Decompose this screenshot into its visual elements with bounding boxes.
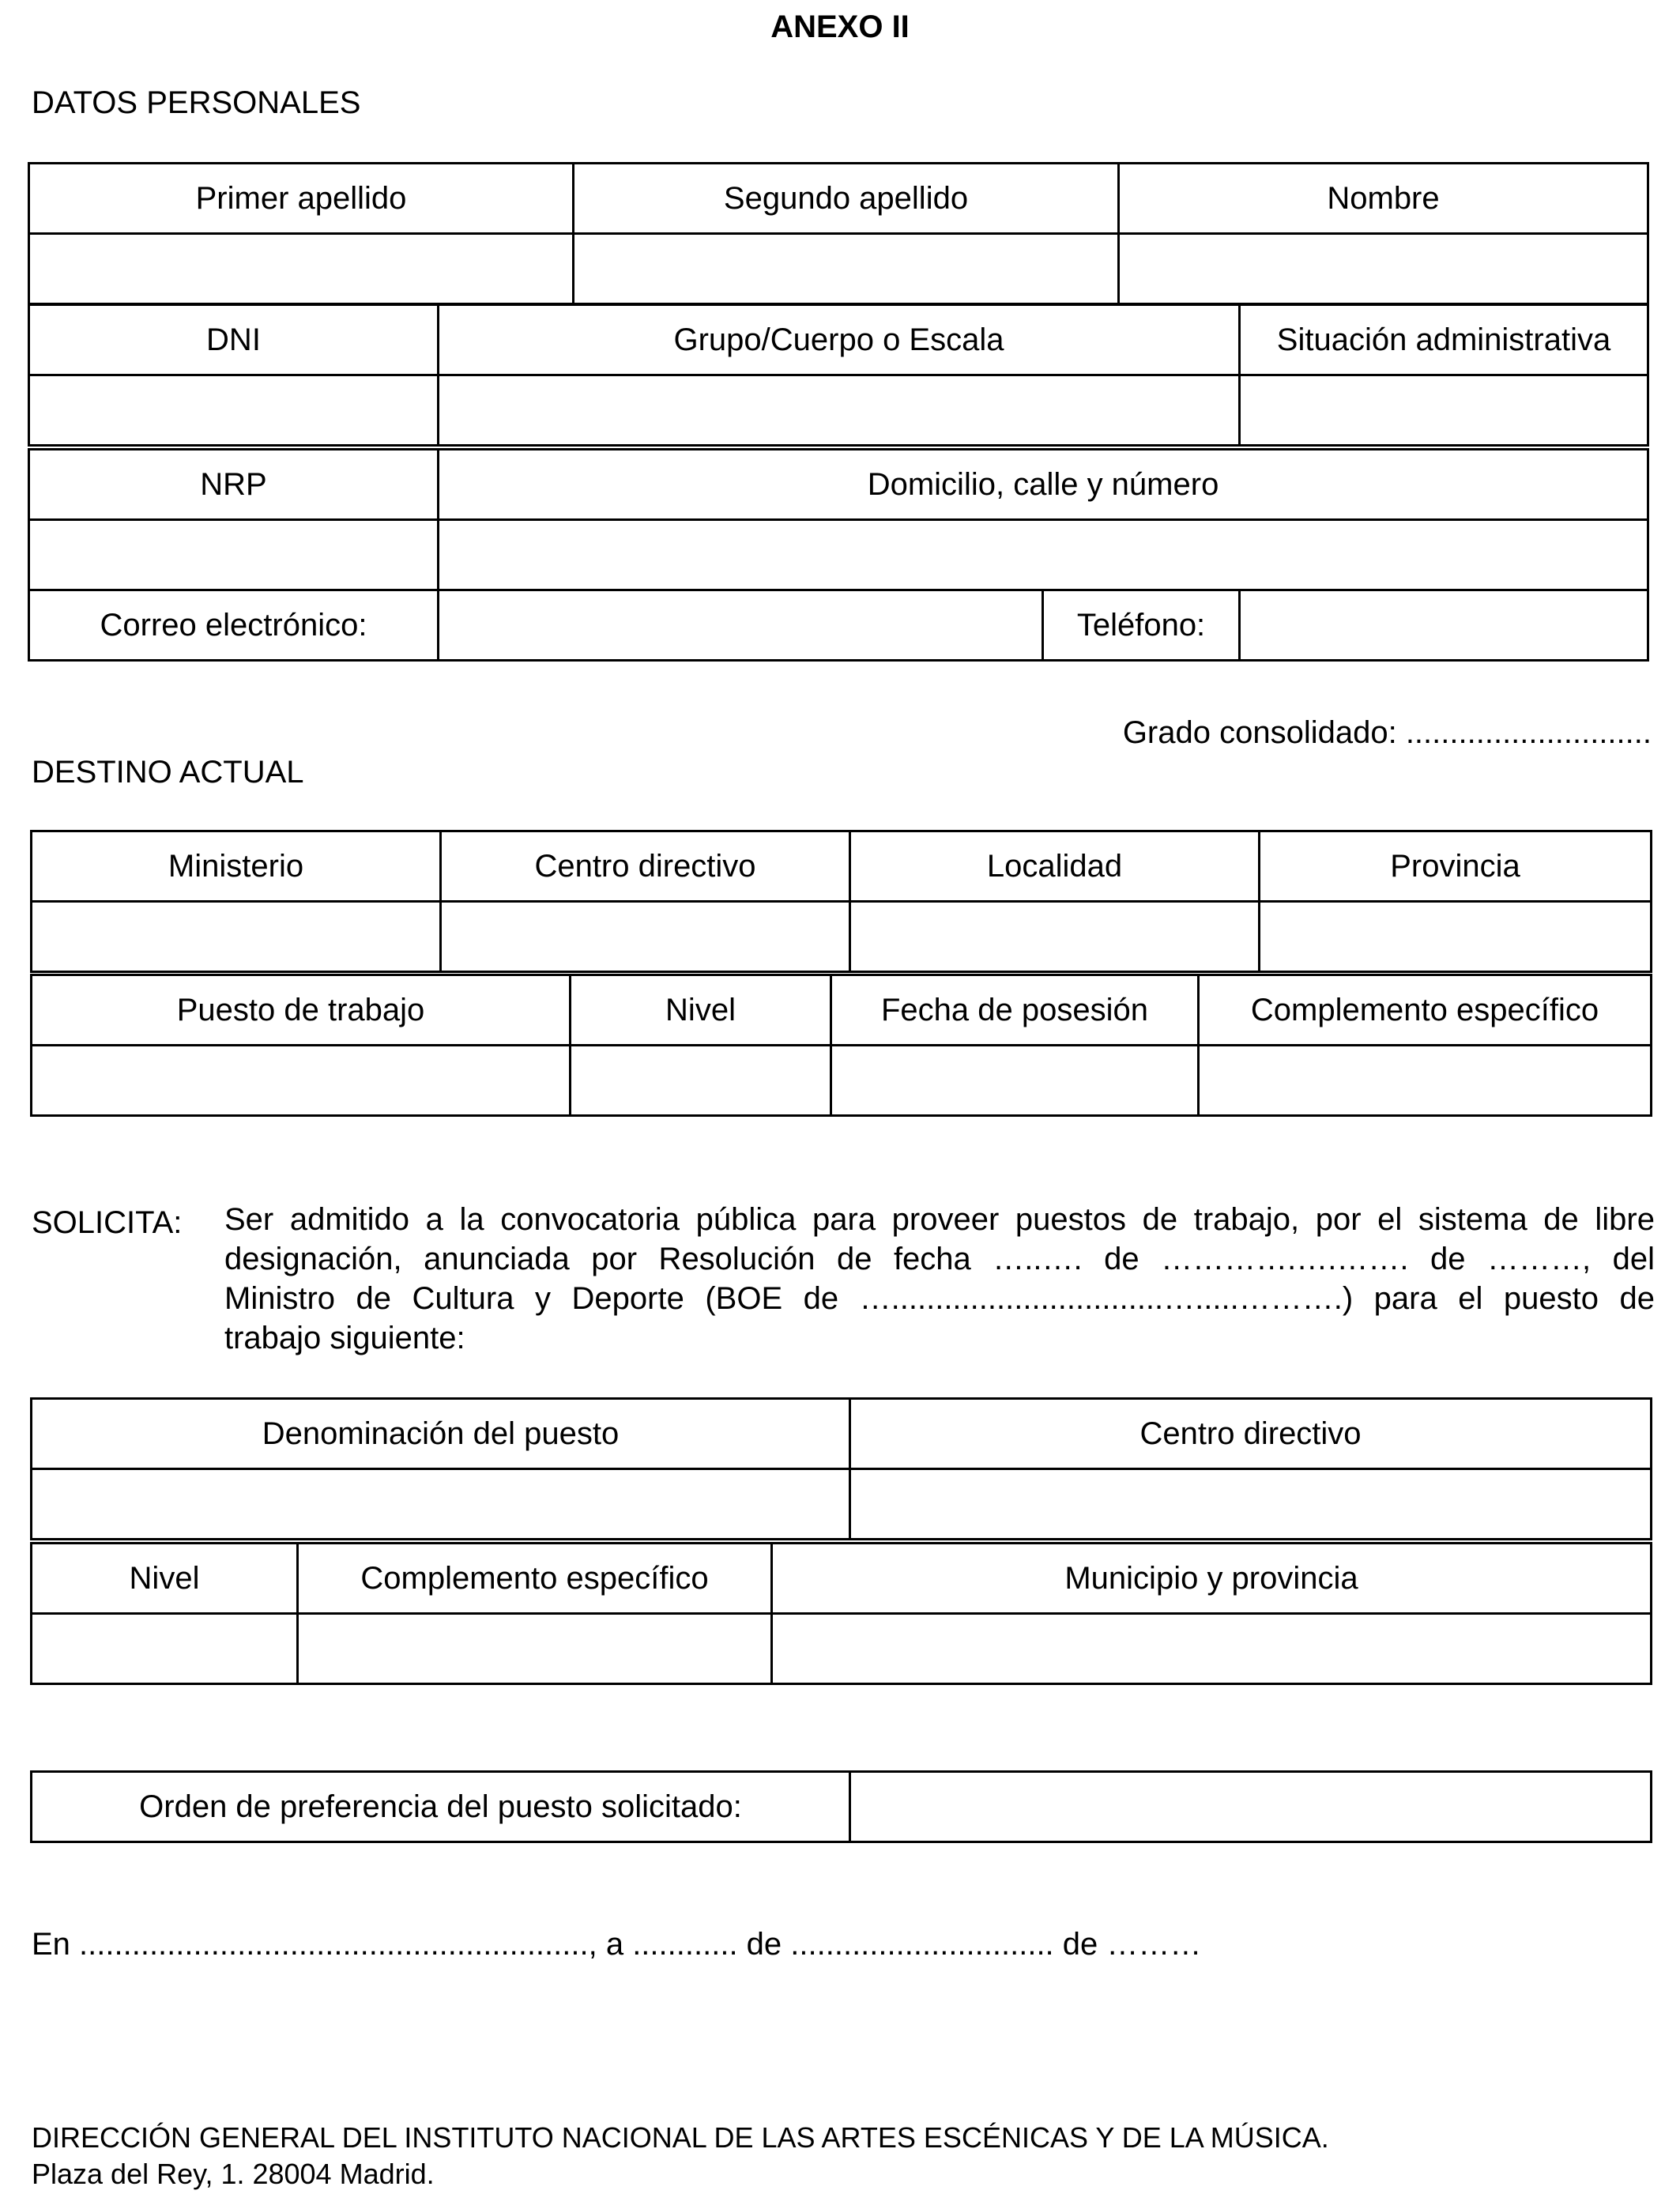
ministerio-label: Ministerio bbox=[32, 831, 441, 902]
puesto-field[interactable] bbox=[32, 1046, 571, 1116]
datos-personales-heading: DATOS PERSONALES bbox=[32, 85, 361, 120]
situacion-label: Situación administrativa bbox=[1240, 305, 1648, 375]
solicita-paragraph bbox=[224, 1200, 1655, 1358]
municipio-label: Municipio y provincia bbox=[772, 1544, 1652, 1614]
segundo-apellido-label: Segundo apellido bbox=[574, 164, 1119, 234]
primer-apellido-field[interactable] bbox=[29, 234, 574, 304]
orden-preferencia-field[interactable] bbox=[850, 1772, 1652, 1842]
provincia-field[interactable] bbox=[1260, 902, 1652, 972]
telefono-field[interactable] bbox=[1240, 590, 1648, 661]
ministerio-field[interactable] bbox=[32, 902, 441, 972]
complemento-label: Complemento específico bbox=[1199, 975, 1652, 1046]
nrp-field[interactable] bbox=[29, 520, 439, 590]
telefono-label: Teléfono: bbox=[1043, 590, 1240, 661]
municipio-field[interactable] bbox=[772, 1614, 1652, 1684]
destino-actual-heading: DESTINO ACTUAL bbox=[32, 755, 304, 790]
localidad-label: Localidad bbox=[850, 831, 1260, 902]
centro-directivo-label: Centro directivo bbox=[441, 831, 850, 902]
primer-apellido-label: Primer apellido bbox=[29, 164, 574, 234]
destino-actual-table-bottom bbox=[30, 974, 1652, 1117]
nivel-field[interactable] bbox=[571, 1046, 831, 1116]
correo-field[interactable] bbox=[439, 590, 1043, 661]
solicita-line: trabajo siguiente: bbox=[224, 1321, 465, 1355]
domicilio-label: Domicilio, calle y número bbox=[439, 450, 1648, 520]
puesto-label: Puesto de trabajo bbox=[32, 975, 571, 1046]
orden-preferencia-label: Orden de preferencia del puesto solicitado: bbox=[32, 1772, 850, 1842]
provincia-label: Provincia bbox=[1260, 831, 1652, 902]
fecha-posesion-label: Fecha de posesión bbox=[831, 975, 1199, 1046]
domicilio-field[interactable] bbox=[439, 520, 1648, 590]
correo-label: Correo electrónico: bbox=[29, 590, 439, 661]
datos-personales-table-names bbox=[28, 162, 1649, 305]
nombre-label: Nombre bbox=[1119, 164, 1648, 234]
nivel-solicitado-field[interactable] bbox=[32, 1614, 298, 1684]
localidad-field[interactable] bbox=[850, 902, 1260, 972]
fecha-linea: En .........................................................., a ............ de .............................. de ……… bbox=[32, 1927, 1202, 1962]
centro-directivo-solicitado-label: Centro directivo bbox=[850, 1399, 1652, 1469]
orden-preferencia-table bbox=[30, 1770, 1652, 1843]
complemento-field[interactable] bbox=[1199, 1046, 1652, 1116]
segundo-apellido-field[interactable] bbox=[574, 234, 1119, 304]
puesto-solicitado-table-top bbox=[30, 1397, 1652, 1540]
datos-personales-table-ids bbox=[28, 303, 1649, 447]
dni-field[interactable] bbox=[29, 375, 439, 446]
destino-actual-table-top bbox=[30, 830, 1652, 973]
denominacion-label: Denominación del puesto bbox=[32, 1399, 850, 1469]
footer-address-line1: DIRECCIÓN GENERAL DEL INSTITUTO NACIONAL DE LAS ARTES ESCÉNICAS Y DE LA MÚSICA. bbox=[32, 2121, 1329, 2154]
grupo-label: Grupo/Cuerpo o Escala bbox=[439, 305, 1240, 375]
centro-directivo-solicitado-field[interactable] bbox=[850, 1469, 1652, 1540]
situacion-field[interactable] bbox=[1240, 375, 1648, 446]
denominacion-field[interactable] bbox=[32, 1469, 850, 1540]
complemento-solicitado-label: Complemento específico bbox=[298, 1544, 772, 1614]
solicita-line: designación, anunciada por Resolución de fecha …..…. de ………….….……. de ………, del bbox=[224, 1242, 1655, 1276]
nrp-label: NRP bbox=[29, 450, 439, 520]
centro-directivo-field[interactable] bbox=[441, 902, 850, 972]
solicita-label: SOLICITA: bbox=[32, 1205, 183, 1240]
puesto-solicitado-table-bottom bbox=[30, 1542, 1652, 1685]
grado-consolidado: Grado consolidado: ............................ bbox=[1122, 715, 1652, 750]
datos-personales-table-address bbox=[28, 448, 1649, 662]
footer-address-line2: Plaza del Rey, 1. 28004 Madrid. bbox=[32, 2158, 435, 2190]
complemento-solicitado-field[interactable] bbox=[298, 1614, 772, 1684]
solicita-line: Ser admitido a la convocatoria pública para proveer puestos de trabajo, por el sistema de libre bbox=[224, 1202, 1655, 1237]
nivel-solicitado-label: Nivel bbox=[32, 1544, 298, 1614]
page-title: ANEXO II bbox=[770, 9, 910, 44]
nombre-field[interactable] bbox=[1119, 234, 1648, 304]
grupo-field[interactable] bbox=[439, 375, 1240, 446]
dni-label: DNI bbox=[29, 305, 439, 375]
fecha-posesion-field[interactable] bbox=[831, 1046, 1199, 1116]
solicita-line: Ministro de Cultura y Deporte (BOE de …...............................….....……….) para el puesto de bbox=[224, 1281, 1655, 1316]
nivel-label: Nivel bbox=[571, 975, 831, 1046]
